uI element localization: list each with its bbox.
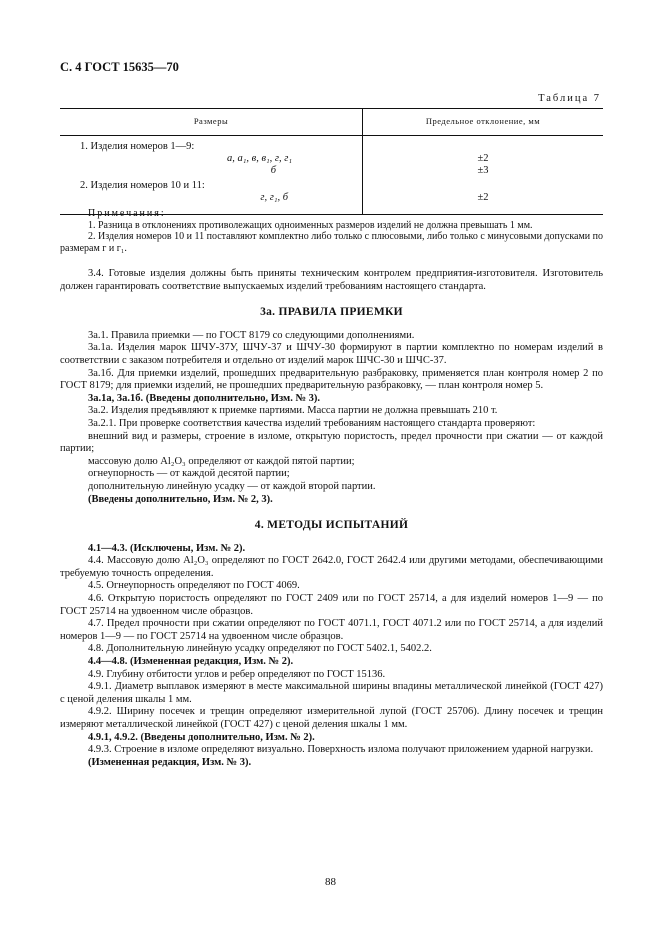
document-body xyxy=(60,268,603,769)
paragraph: 4.9.3. Строение в изломе определяют визуально. Поверхность излома получают приложением ударной нагрузки. xyxy=(88,744,594,756)
amendment-note: (Введены дополнительно, Изм. № 2, 3). xyxy=(88,493,273,505)
paragraph: 4.8. Дополнительную линейную усадку определяют по ГОСТ 5402.1, 5402.2. xyxy=(88,643,432,655)
amendment-note: 4.4—4.8. (Измененная редакция, Изм. № 2). xyxy=(88,656,294,668)
amendment-note: 4.9.1, 4.9.2. (Введены дополнительно, Изм. № 2). xyxy=(88,731,315,743)
table-7 xyxy=(60,108,603,215)
table-header-row xyxy=(60,109,603,136)
table-caption: Таблица 7 xyxy=(538,93,601,104)
column-header-sizes: Размеры xyxy=(60,109,363,136)
note-item: 2. Изделия номеров 10 и 11 поставляют комплектно либо только с плюсовыми, либо только с минусовыми допусками по размерам г и г₁. xyxy=(60,231,603,254)
table-notes xyxy=(60,208,603,254)
page-number: 88 xyxy=(325,876,336,888)
row-group-label: 2. Изделия номеров 10 и 11: xyxy=(80,180,205,191)
notes-title: Примечания: xyxy=(88,208,166,219)
amendment-note: 4.1—4.3. (Исключены, Изм. № 2). xyxy=(88,542,246,554)
paragraph: массовую долю Al₂O₃ определяют от каждой пятой партии; xyxy=(88,455,355,467)
paragraph: 3а.2.1. При проверке соответствия качества изделий требованиям настоящего стандарта проверяют: xyxy=(88,417,536,429)
section-heading: 3а. ПРАВИЛА ПРИЕМКИ xyxy=(260,306,403,319)
table-row xyxy=(60,136,603,178)
section-heading: 4. МЕТОДЫ ИСПЫТАНИЙ xyxy=(254,519,409,532)
paragraph: 4.5. Огнеупорность определяют по ГОСТ 4069. xyxy=(88,580,300,592)
row-group-label: 1. Изделия номеров 1—9: xyxy=(80,141,195,152)
row-tolerance: ±3 xyxy=(477,165,489,176)
amendment-note: 3а.1а, 3а.1б. (Введены дополнительно, Изм. № 3). xyxy=(88,392,320,404)
row-symbols: а, а₁, в, в₁, г, г₁ xyxy=(226,153,292,164)
paragraph: 4.6. Открытую пористость определяют по ГОСТ 2409 или по ГОСТ 25714, а для изделий номеров 1—9 — по ГОСТ 25714 на удвоенном числе образцов. xyxy=(60,593,603,617)
note-item: 1. Разница в отклонениях противолежащих одноименных размеров изделий не должна превышать 1 мм. xyxy=(88,219,533,231)
page-header: С. 4 ГОСТ 15635—70 xyxy=(60,60,179,74)
paragraph: огнеупорность — от каждой десятой партии; xyxy=(88,468,290,480)
paragraph: 3а.1. Правила приемки — по ГОСТ 8179 со следующими дополнениями. xyxy=(88,329,415,341)
paragraph: внешний вид и размеры, строение в изломе, открытую пористость, предел прочности при сжатии — от каждой партии; xyxy=(60,430,603,455)
paragraph: 4.9.1. Диаметр выплавок измеряют в месте максимальной ширины впадины металлической линейкой (ГОСТ 427) с ценой деления шкалы 1 мм. xyxy=(60,681,603,705)
paragraph: 4.9. Глубину отбитости углов и ребер определяют по ГОСТ 15136. xyxy=(88,668,386,680)
paragraph: дополнительную линейную усадку — от каждой второй партии. xyxy=(88,480,376,492)
paragraph: 4.4. Массовую долю Al₂O₃ определяют по ГОСТ 2642.0, ГОСТ 2642.4 или другими методами, обеспечивающими требуемую точность определения. xyxy=(60,555,603,579)
paragraph: 4.7. Предел прочности при сжатии определяют по ГОСТ 4071.1, ГОСТ 4071.2 или по ГОСТ 25714, а для изделий номеров 1—9 — по ГОСТ 25714 на удвоенном числе образцов. xyxy=(60,618,603,642)
row-tolerance: ±2 xyxy=(477,153,489,164)
row-symbols: б xyxy=(270,165,276,176)
amendment-note: (Измененная редакция, Изм. № 3). xyxy=(88,756,252,768)
paragraph: 4.9.2. Ширину посечек и трещин определяют измерительной лупой (ГОСТ 25706). Длину посечек и трещин измеряют металлической линейкой (ГОСТ 427) с ценой деления шкалы 1 мм. xyxy=(60,706,603,730)
paragraph: 3а.2. Изделия предъявляют к приемке партиями. Масса партии не должна превышать 210 т. xyxy=(88,405,498,417)
paragraph: 3а.1а. Изделия марок ШЧУ-37У, ШЧУ-37 и ШЧУ-30 формируют в партии комплектно по номерам изделий в соответствии с заказом потребителя и отдельно от изделий марок ШЧС-30 и ШЧС-37. xyxy=(60,342,603,366)
row-tolerance: ±2 xyxy=(477,192,489,203)
column-header-tolerance: Предельное отклонение, мм xyxy=(363,109,604,136)
paragraph: 3.4. Готовые изделия должны быть приняты техническим контролем предприятия-изготовителя. Изготовитель должен гарантировать соответствие выпускаемых изделий требованиям настоящего стандарта. xyxy=(60,268,603,292)
row-symbols: г, г₁, б xyxy=(260,192,288,203)
paragraph: 3а.1б. Для приемки изделий, прошедших предварительную разбраковку, применяется план контроля номер 2 по ГОСТ 8179; для приемки изделий, не прошедших предварительную разбраковку, — план контроля номер 5. xyxy=(60,367,603,392)
